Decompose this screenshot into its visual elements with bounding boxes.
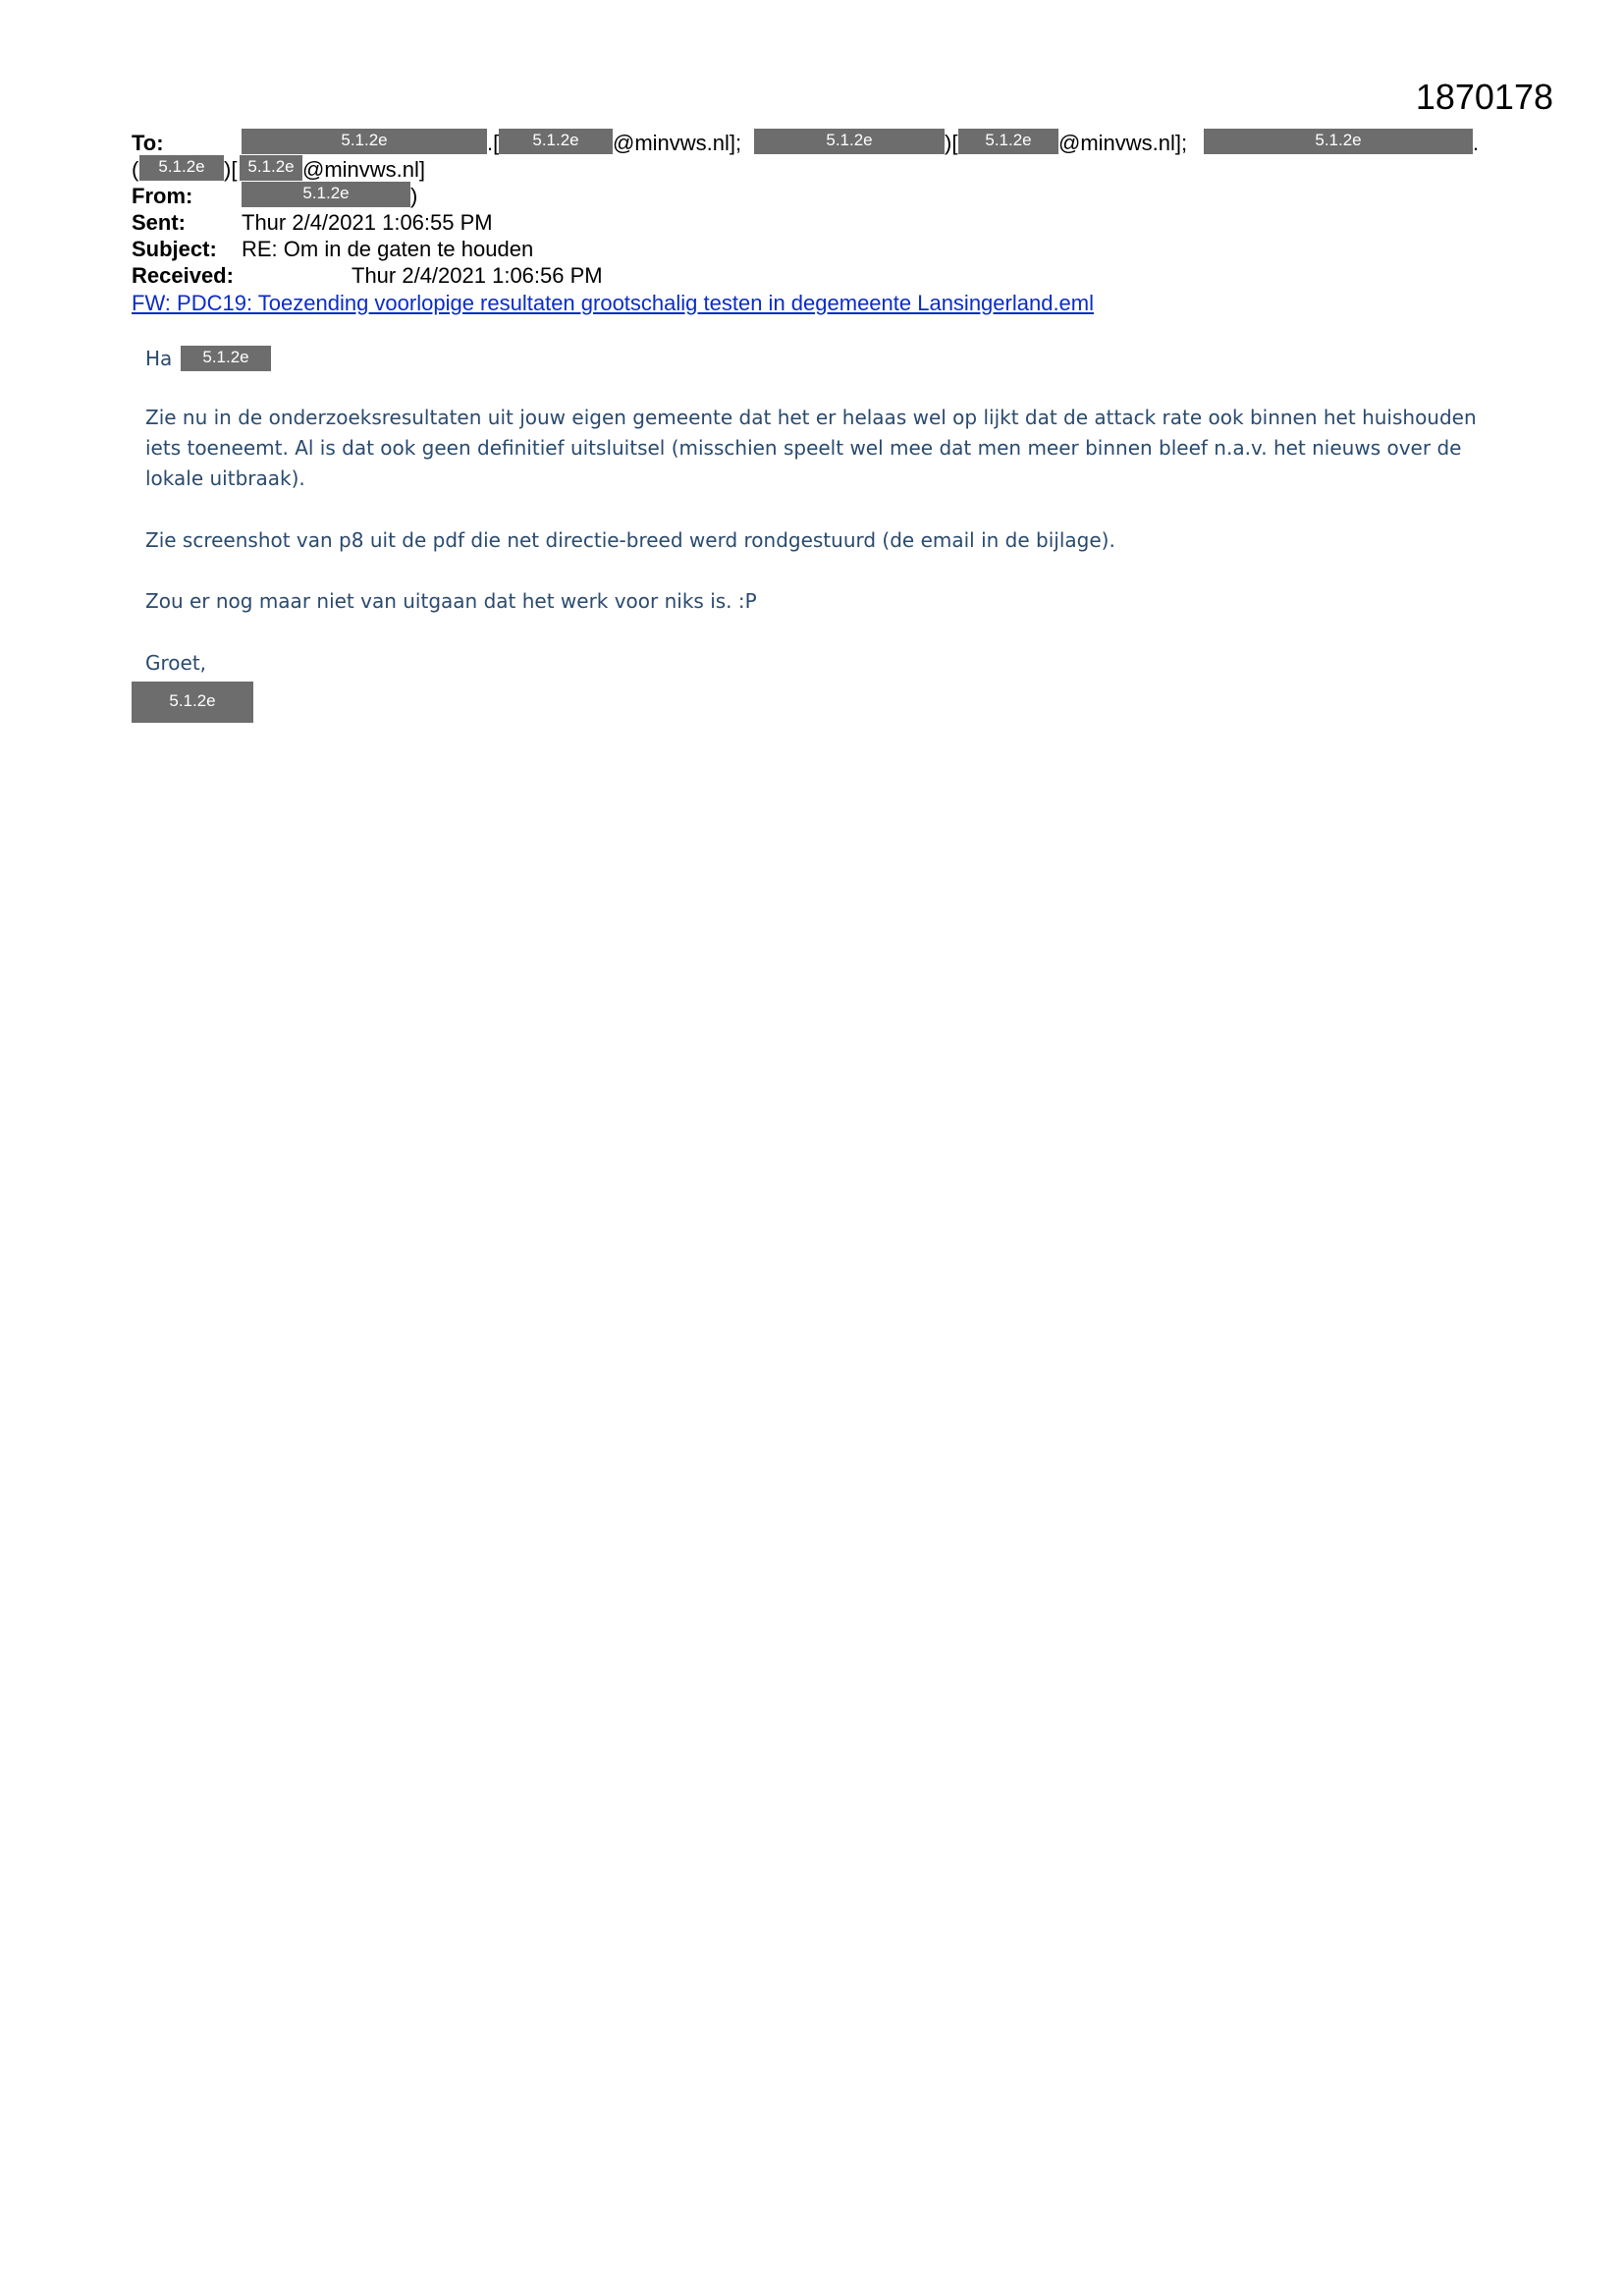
to-label: To: (132, 131, 164, 155)
to-email-domain: @minvws.nl]; (1058, 131, 1188, 155)
closing: Groet, (145, 651, 207, 675)
to-separator: . (1473, 131, 1480, 155)
body-paragraph-3: Zou er nog maar niet van uitgaan dat het werk voor niks is. :P (145, 589, 757, 613)
received-label: Received: (132, 263, 234, 288)
to-separator: )[ (224, 157, 238, 182)
from-label: From: (132, 184, 193, 208)
sent-value: Thur 2/4/2021 1:06:55 PM (242, 210, 493, 235)
subject-label: Subject: (132, 237, 217, 261)
from-separator: ) (410, 184, 418, 208)
page-number: 1870178 (1415, 77, 1553, 117)
redaction-box: 5.1.2e (132, 682, 253, 723)
redaction-box: 5.1.2e (242, 129, 487, 154)
to-separator: .[ (487, 131, 500, 155)
received-value: Thur 2/4/2021 1:06:56 PM (352, 263, 603, 288)
to-email-domain: @minvws.nl]; (613, 131, 742, 155)
redaction-box: 5.1.2e (139, 155, 224, 181)
to-separator: ( (132, 157, 139, 182)
sent-label: Sent: (132, 210, 186, 235)
to-separator: )[ (945, 131, 958, 155)
body-paragraph-1: Zie nu in de onderzoeksresultaten uit jouw eigen gemeente dat het er helaas wel op lijkt dat de attack rate ook binnen het huishouden iets toeneemt. Al is dat ook geen definitief uitsluitsel (misschien speelt wel mee dat men meer binnen bleef n.a.v. het nieuws over de lokale uitbraak). (145, 406, 1477, 490)
subject-value: RE: Om in de gaten te houden (242, 237, 534, 261)
body-paragraph-2: Zie screenshot van p8 uit de pdf die net directie-breed werd rondgestuurd (de email in de bijlage). (145, 528, 1115, 552)
redaction-box: 5.1.2e (240, 155, 302, 181)
attachment-link[interactable]: FW: PDC19: Toezending voorlopige resultaten grootschalig testen in degemeente Lansingerland.eml (132, 291, 1095, 315)
redaction-box: 5.1.2e (181, 346, 271, 371)
redaction-box: 5.1.2e (1204, 129, 1473, 154)
redaction-box: 5.1.2e (958, 129, 1058, 154)
redaction-box: 5.1.2e (499, 129, 613, 154)
to-email-domain: @minvws.nl] (302, 157, 426, 182)
redaction-box: 5.1.2e (242, 182, 410, 207)
redaction-box: 5.1.2e (754, 129, 945, 154)
greeting: Ha (145, 347, 173, 370)
